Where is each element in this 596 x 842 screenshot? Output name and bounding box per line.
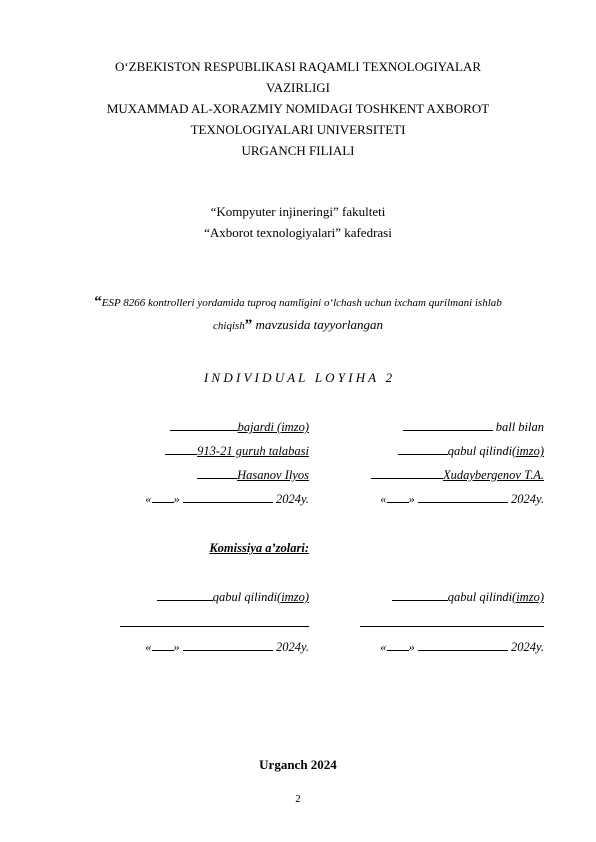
commission-right-date-line <box>380 638 544 654</box>
student-date-line <box>145 490 309 506</box>
group-blank <box>165 442 197 455</box>
commission-left-sign: (imzo) <box>277 590 309 604</box>
accepted-line <box>398 442 544 458</box>
topic-line-2 <box>68 312 528 339</box>
student-name-line <box>197 466 309 482</box>
date-day-blank[interactable] <box>152 490 174 503</box>
date-day-blank[interactable] <box>387 490 409 503</box>
commission-left-date-line <box>145 638 309 654</box>
date-month-blank[interactable] <box>418 638 508 651</box>
project-title: I N D I V I D U A L L O Y I H A 2 <box>203 370 393 385</box>
student-name-blank <box>197 466 237 479</box>
date-open-quote: « <box>380 640 387 654</box>
date-year: 2024y. <box>507 492 544 506</box>
date-close-quote: » <box>408 640 415 654</box>
commission-right-blank[interactable] <box>392 588 448 601</box>
accepted-sign-label: (imzo) <box>512 444 544 458</box>
department-name: “Axborot texnologiyalari” kafedrasi <box>204 225 392 240</box>
score-label: ball bilan <box>492 420 544 434</box>
commission-title <box>209 540 309 556</box>
commission-right-accepted-line <box>392 588 544 604</box>
teacher-name-line <box>371 466 544 482</box>
commission-right-name-rule[interactable] <box>360 626 544 627</box>
teacher-name-blank <box>371 466 443 479</box>
date-year: 2024y. <box>272 640 309 654</box>
header-line-1: O‘ZBEKISTON RESPUBLIKASI RAQAMLI TEXNOLOGIYALAR <box>114 59 482 74</box>
accepted-label: qabul qilindi <box>447 444 513 458</box>
date-day-blank[interactable] <box>387 638 409 651</box>
commission-left-blank[interactable] <box>157 588 213 601</box>
done-by-label: bajardi (imzo) <box>237 420 309 434</box>
date-open-quote: « <box>380 492 387 506</box>
date-month-blank[interactable] <box>183 638 273 651</box>
city-year: Urganch 2024 <box>259 757 337 772</box>
date-close-quote: » <box>408 492 415 506</box>
topic-suffix: mavzusida tayyorlangan <box>252 317 383 332</box>
faculty-name: “Kompyuter injineringi” fakulteti <box>210 204 386 219</box>
teacher-date-line <box>380 490 544 506</box>
faculty-block <box>60 201 536 243</box>
date-open-quote: « <box>145 492 152 506</box>
header-line-3: MUXAMMAD AL-XORAZMIY NOMIDAGI TOSHKENT AXBOROT <box>106 101 490 116</box>
commission-right-accepted: qabul qilindi <box>447 590 513 604</box>
group-label: guruh talabasi <box>232 444 309 458</box>
commission-title-text: Komissiya a’zolari: <box>209 541 309 555</box>
date-day-blank[interactable] <box>152 638 174 651</box>
commission-left-accepted-line <box>157 588 309 604</box>
date-month-blank[interactable] <box>183 490 273 503</box>
date-month-blank[interactable] <box>418 490 508 503</box>
topic-close-quote: ” <box>244 317 253 333</box>
commission-left-accepted: qabul qilindi <box>212 590 278 604</box>
date-open-quote: « <box>145 640 152 654</box>
commission-right-sign: (imzo) <box>512 590 544 604</box>
score-line <box>403 418 544 434</box>
header-line-2: VAZIRLIGI <box>265 80 331 95</box>
topic-open-quote: “ <box>94 294 102 310</box>
page-number: 2 <box>295 793 301 805</box>
done-by-blank[interactable] <box>170 418 238 431</box>
date-close-quote: » <box>173 640 180 654</box>
accepted-blank[interactable] <box>398 442 448 455</box>
topic-line-1 <box>68 293 528 312</box>
teacher-name: Xudaybergenov T.A. <box>442 468 544 482</box>
group-line <box>165 442 309 458</box>
topic-text-1: ESP 8266 kontrolleri yordamida tuproq namligini o‘lchash uchun ixcham qurilmani ishlab <box>101 297 502 309</box>
student-name: Hasanov Ilyos <box>237 468 309 482</box>
ministry-header <box>60 56 536 161</box>
header-line-4: TEXNOLOGIYALARI UNIVERSITETI <box>190 122 406 137</box>
topic-text-2: chiqish <box>213 320 245 332</box>
score-blank[interactable] <box>403 418 493 431</box>
done-by-line <box>170 418 309 434</box>
date-year: 2024y. <box>272 492 309 506</box>
group-number: 913-21 <box>197 444 233 458</box>
commission-left-name-rule[interactable] <box>120 626 309 627</box>
date-close-quote: » <box>173 492 180 506</box>
date-year: 2024y. <box>507 640 544 654</box>
topic-block <box>68 293 528 339</box>
header-line-5: URGANCH FILIALI <box>241 143 355 158</box>
